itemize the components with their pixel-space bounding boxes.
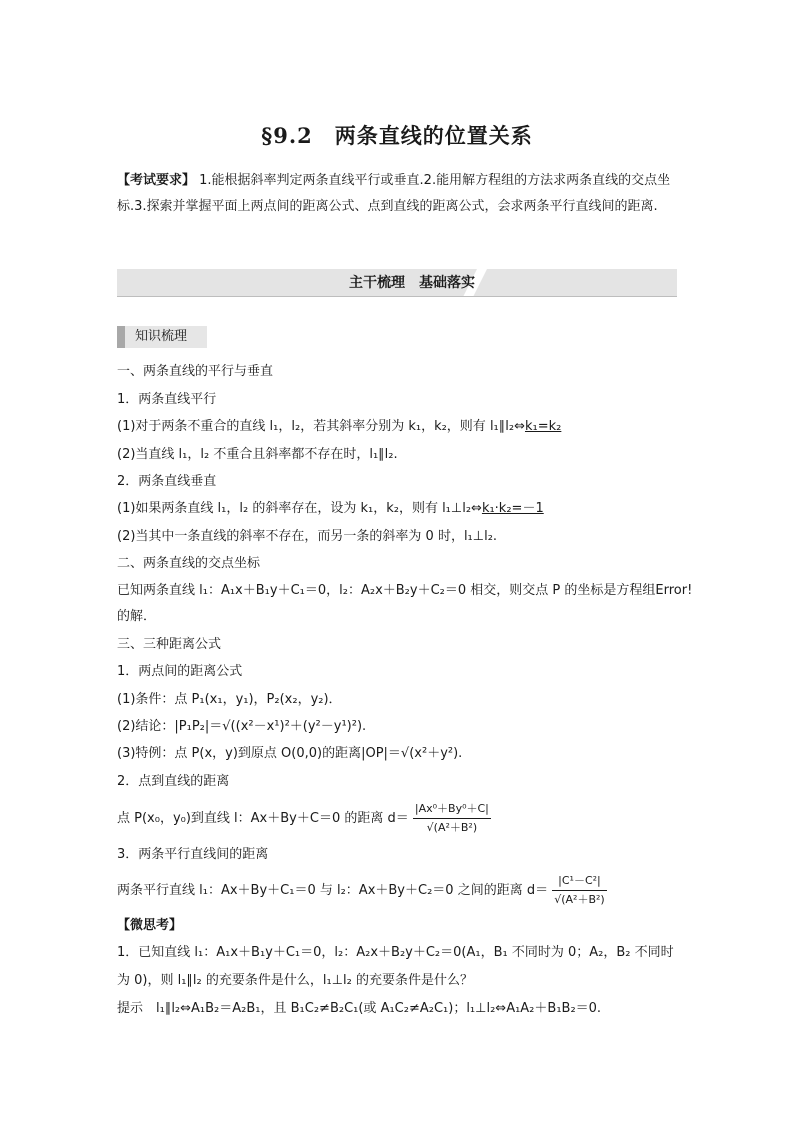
knowledge-label: 知识梳理 [135, 329, 188, 344]
hint: 提示 l₁∥l₂⇔A₁B₂＝A₂B₁，且 B₁C₂≠B₂C₁(或 A₁C₂≠A₂C₁)；l₁⊥l₂⇔A₁A₂＋B₁B₂＝0. [117, 1001, 602, 1016]
heading-point-line-distance: 2．点到直线的距离 [117, 774, 230, 789]
section-title: 两条直线的位置关系 [334, 123, 533, 148]
paragraph-parallel-distance [117, 872, 607, 909]
text: (1)对于两条不重合的直线 l₁，l₂，若其斜率分别为 k₁，k₂，则有 l₁∥l₂⇔ [117, 419, 525, 434]
exam-requirements [117, 168, 677, 220]
requirements-tag: 【考试要求】 [117, 173, 196, 188]
text: 两条平行直线 l₁：Ax＋By＋C₁＝0 与 l₂：Ax＋By＋C₂＝0 之间的距离 d＝ [117, 883, 549, 898]
heading-parallel-distance: 3．两条平行直线间的距离 [117, 847, 269, 862]
text: 点 P(x₀，y₀)到直线 l：Ax＋By＋C＝0 的距离 d＝ [117, 811, 409, 826]
text: (1)如果两条直线 l₁，l₂ 的斜率存在，设为 k₁，k₂，则有 l₁⊥l₂⇔ [117, 501, 482, 516]
heading-perpendicular: 2．两条直线垂直 [117, 474, 217, 489]
think-label: 【微思考】 [117, 918, 183, 933]
numerator: |C¹－C²| [552, 872, 606, 891]
denominator: √(A²＋B²) [554, 893, 605, 906]
paragraph-intersection: 已知两条直线 l₁：A₁x＋B₁y＋C₁＝0，l₂：A₂x＋B₂y＋C₂＝0 相交，则交点 P 的坐标是方程组Error! [117, 583, 693, 598]
question-1: 1．已知直线 l₁：A₁x＋B₁y＋C₁＝0，l₂：A₂x＋B₂y＋C₂＝0(A₁，B₁ 不同时为 0；A₂，B₂ 不同时 [117, 945, 674, 960]
section-banner [117, 269, 677, 297]
paragraph-special-case: (3)特例：点 P(x，y)到原点 O(0,0)的距离|OP|＝√(x²＋y²). [117, 746, 463, 761]
paragraph-condition: (1)条件：点 P₁(x₁，y₁)，P₂(x₂，y₂)． [117, 692, 342, 707]
heading-two-point-distance: 1．两点间的距离公式 [117, 664, 243, 679]
knowledge-label-box [117, 326, 207, 348]
requirements-text: 1.能根据斜率判定两条直线平行或垂直.2.能用解方程组的方法求两条直线的交点坐标.3.探索并掌握平面上两点间的距离公式、点到直线的距离公式，会求两条平行直线间的距离. [117, 173, 671, 214]
banner-text: 主干梳理 基础落实 [349, 275, 475, 291]
paragraph-parallel-no-slope: (2)当直线 l₁，l₂ 不重合且斜率都不存在时，l₁∥l₂. [117, 447, 398, 462]
label-marker [117, 326, 125, 348]
numerator: |Ax⁰＋By⁰＋C| [413, 800, 491, 819]
heading-distance-formulas: 三、三种距离公式 [117, 637, 222, 652]
answer-perpendicular: k₁·k₂=－1 [481, 501, 544, 516]
paragraph-parallel-slope [117, 418, 561, 436]
answer-parallel: k₁=k₂ [524, 419, 562, 434]
paragraph-perpendicular-slope [117, 500, 544, 518]
section-number: §9.2 [261, 123, 313, 148]
page-title [0, 120, 794, 150]
fraction-parallel [552, 872, 606, 909]
paragraph-point-line-distance [117, 800, 491, 837]
question-1-cont: 为 0)，则 l₁∥l₂ 的充要条件是什么，l₁⊥l₂ 的充要条件是什么？ [117, 973, 473, 988]
heading-intersection: 二、两条直线的交点坐标 [117, 556, 261, 571]
fraction-point-line [413, 800, 491, 837]
heading-parallel-perpendicular: 一、两条直线的平行与垂直 [117, 364, 274, 379]
paragraph-conclusion: (2)结论：|P₁P₂|＝√((x²－x¹)²＋(y²－y¹)²). [117, 719, 367, 734]
heading-parallel: 1．两条直线平行 [117, 392, 217, 407]
paragraph-intersection-cont: 的解． [117, 609, 157, 624]
denominator: √(A²＋B²) [426, 821, 478, 834]
paragraph-perpendicular-zero: (2)当其中一条直线的斜率不存在，而另一条的斜率为 0 时，l₁⊥l₂. [117, 529, 498, 544]
